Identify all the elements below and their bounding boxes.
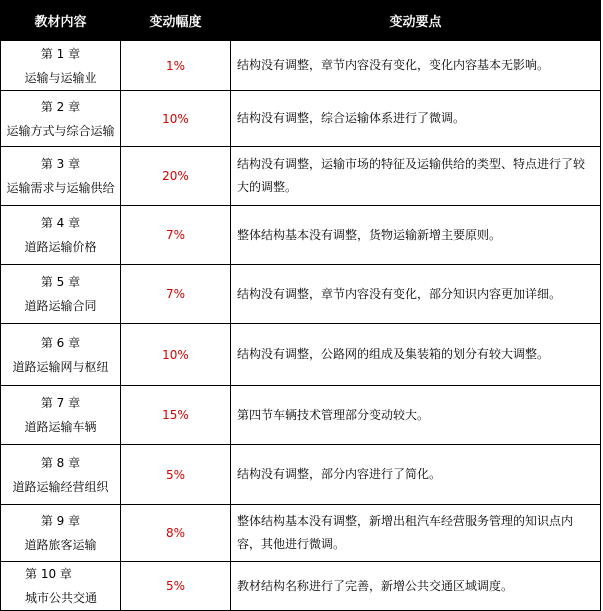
chapter-title: 运输方式与综合运输 (6, 123, 115, 138)
change-description: 结构没有调整，运输市场的特征及运输供给的类型、特点进行了较大的调整。 (231, 147, 601, 206)
table-header (1, 1, 601, 41)
chapter-number: 第 8 章 (40, 455, 81, 470)
change-description: 教材结构名称进行了完善，新增公共交通区域调度。 (231, 562, 601, 611)
chapter-cell (1, 91, 121, 147)
change-description: 结构没有调整，公路网的组成及集装箱的划分有较大调整。 (231, 324, 601, 386)
chapter-number: 第 4 章 (40, 216, 81, 230)
table-row (1, 265, 601, 324)
chapter-cell (1, 265, 121, 324)
chapter-number: 第 7 章 (40, 396, 81, 410)
change-percent: 20% (121, 147, 231, 206)
table-row (1, 562, 601, 611)
chapter-title: 道路运输合同 (24, 299, 97, 313)
chapter-cell (1, 562, 121, 611)
change-percent: 8% (121, 505, 231, 562)
chapter-title: 运输与运输业 (24, 70, 97, 85)
chapter-title: 道路运输经营组织 (12, 479, 109, 494)
chapter-title: 城市公共交通 (25, 591, 98, 605)
chapter-number: 第 9 章 (40, 514, 81, 528)
chapter-cell (1, 445, 121, 505)
header-range: 变动幅度 (121, 1, 231, 41)
header-content: 教材内容 (1, 1, 121, 41)
change-description: 结构没有调整，章节内容没有变化，部分知识内容更加详细。 (231, 265, 601, 324)
header-row (1, 1, 601, 41)
table-row (1, 324, 601, 386)
change-percent: 7% (121, 265, 231, 324)
chapter-cell (1, 505, 121, 562)
table-row (1, 445, 601, 505)
change-percent: 7% (121, 206, 231, 265)
table-row (1, 147, 601, 206)
chapter-cell (1, 206, 121, 265)
change-percent: 1% (121, 41, 231, 91)
change-description: 结构没有调整，章节内容没有变化，变化内容基本无影响。 (231, 41, 601, 91)
table-row (1, 91, 601, 147)
chapter-number: 第 10 章 (25, 567, 72, 581)
change-description: 结构没有调整，综合运输体系进行了微调。 (231, 91, 601, 147)
chapter-cell (1, 324, 121, 386)
chapter-title: 道路运输车辆 (24, 420, 97, 434)
change-percent: 15% (121, 386, 231, 445)
change-description: 第四节车辆技术管理部分变动较大。 (231, 386, 601, 445)
chapter-title: 道路运输网与枢纽 (12, 359, 109, 374)
chapter-title: 道路旅客运输 (24, 538, 97, 552)
chapter-title: 运输需求与运输供给 (6, 181, 115, 195)
chapter-cell (1, 41, 121, 91)
chapter-number: 第 2 章 (40, 99, 81, 114)
change-description: 整体结构基本没有调整，新增出租汽车经营服务管理的知识点内容，其他进行微调。 (231, 505, 601, 562)
chapter-number: 第 3 章 (40, 157, 81, 171)
table-row (1, 41, 601, 91)
chapter-number: 第 1 章 (40, 46, 81, 61)
change-description: 结构没有调整，部分内容进行了简化。 (231, 445, 601, 505)
change-percent: 5% (121, 562, 231, 611)
change-percent: 10% (121, 324, 231, 386)
table-row (1, 505, 601, 562)
chapter-cell (1, 147, 121, 206)
table-row (1, 206, 601, 265)
chapter-cell (1, 386, 121, 445)
header-points: 变动要点 (231, 1, 601, 41)
chapter-number: 第 6 章 (40, 335, 81, 350)
change-description: 整体结构基本没有调整，货物运输新增主要原则。 (231, 206, 601, 265)
change-percent: 5% (121, 445, 231, 505)
table-row (1, 386, 601, 445)
table-body (1, 41, 601, 611)
change-percent: 10% (121, 91, 231, 147)
chapter-title: 道路运输价格 (24, 240, 97, 254)
chapter-number: 第 5 章 (40, 275, 81, 289)
